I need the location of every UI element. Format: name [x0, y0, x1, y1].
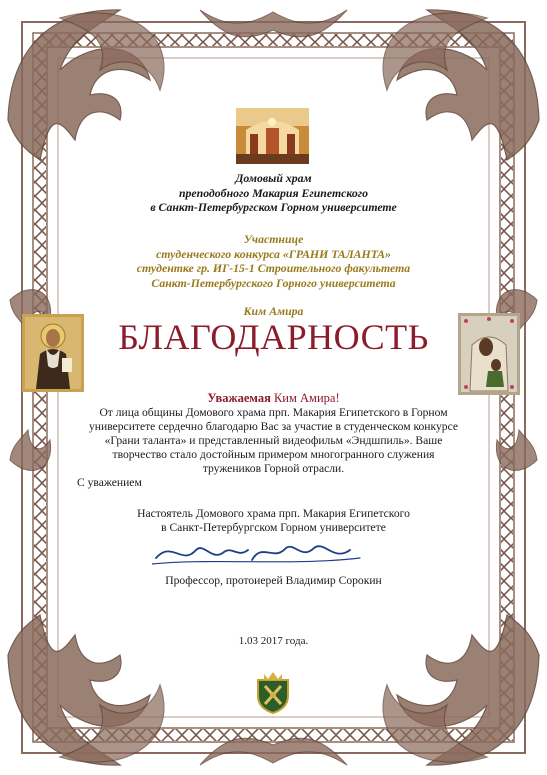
participant-line-3: студентке гр. ИГ-15-1 Строительного факультета [136, 261, 411, 275]
body-line-5: тружеников Горной отрасли. [202, 462, 345, 475]
participant-line-4: Санкт-Петербургского Горного университета [151, 275, 396, 290]
signatory-title [100, 507, 447, 535]
university-emblem-icon [254, 670, 292, 714]
header-line-2: преподобного Макария Египетского [178, 185, 369, 200]
greeting [150, 391, 397, 406]
header-line-1: Домовый храм [235, 171, 312, 185]
greeting-name: Ким Амира! [270, 391, 340, 405]
body-line-1: От лица общины Домового храма прп. Макария Египетского в Горном [99, 406, 448, 419]
madonna-icon-image [458, 313, 520, 395]
signatory-name: Профессор, протоиерей Владимир Сорокин [165, 574, 382, 587]
recipient-name: Ким Амира [243, 304, 304, 318]
body-line-3: «Грани таланта» и представленный видеофильм «Эндшпиль». Ваше [104, 434, 443, 447]
participant-line-1: Участнице [243, 232, 304, 246]
header-line-3: в Санкт-Петербургском Горном университете [150, 200, 397, 214]
greeting-prefix: Уважаемая [207, 391, 271, 405]
participant-line-2: студенческого конкурса «ГРАНИ ТАЛАНТА» [156, 246, 391, 261]
handwritten-signature [152, 536, 362, 570]
church-interior-image [236, 108, 309, 164]
signatory-line-2: в Санкт-Петербургском Горном университете [161, 521, 386, 534]
document-date: 1.03 2017 года. [238, 635, 309, 647]
body-line-4: творчество стало достойным примером многогранного служения [112, 448, 435, 461]
body-line-2: университете сердечно благодарю Вас за участие в студенческом конкурсе [89, 420, 458, 433]
saint-icon-image [22, 314, 84, 392]
participant-block [100, 232, 447, 290]
signatory-line-1: Настоятель Домового храма прп. Макария Египетского [137, 507, 410, 520]
closing: С уважением [77, 476, 142, 489]
body-text [84, 406, 463, 476]
church-header [120, 171, 427, 215]
certificate-title: БЛАГОДАРНОСТЬ [118, 317, 429, 357]
